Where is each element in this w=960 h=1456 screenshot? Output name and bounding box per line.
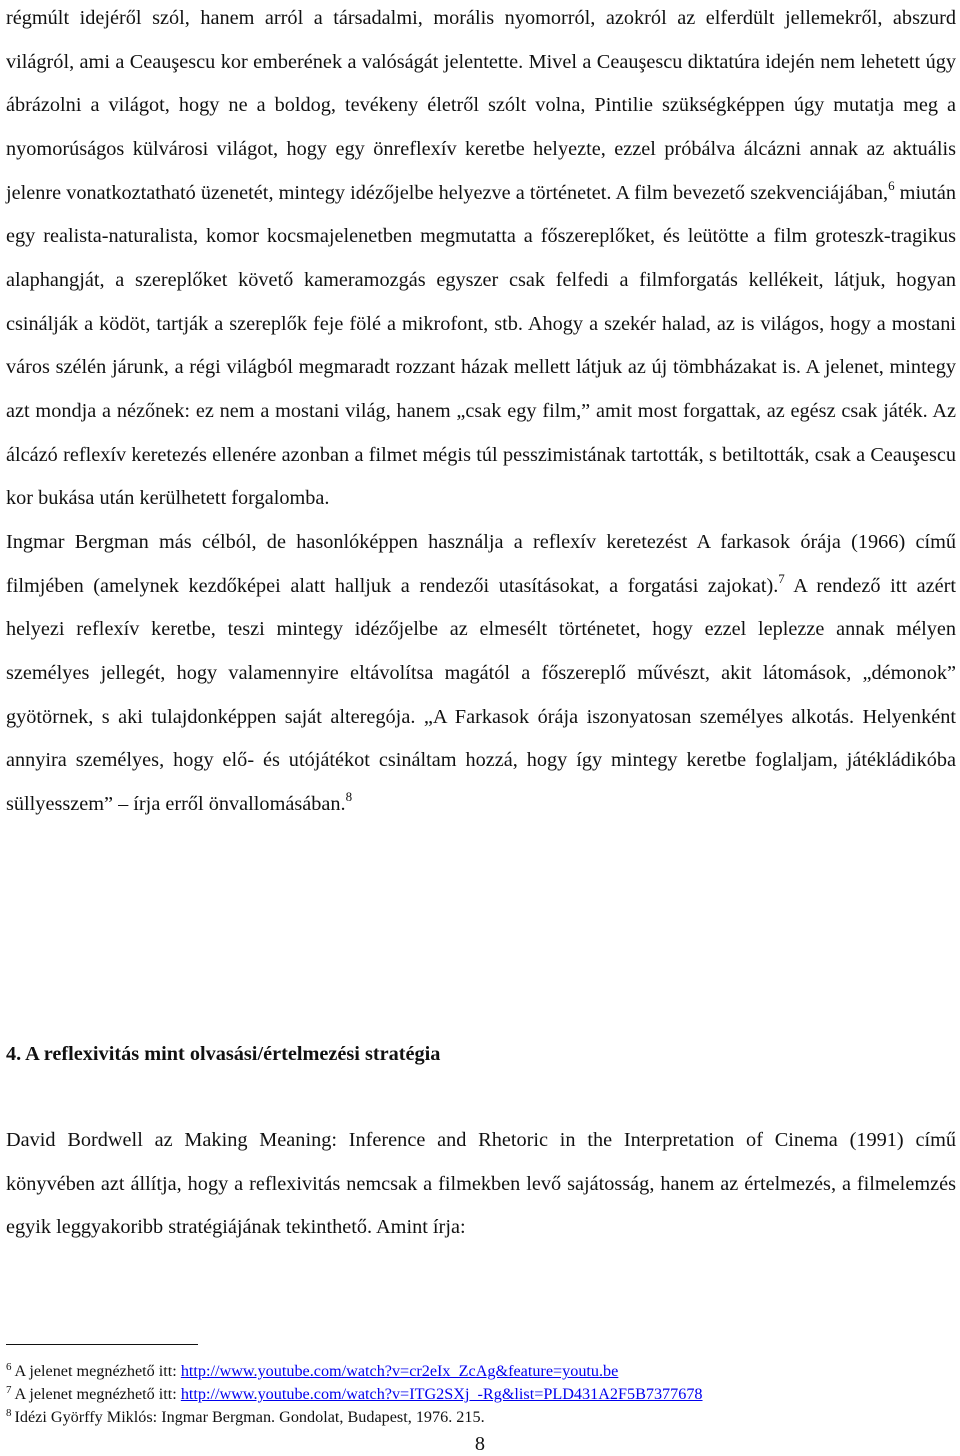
- footnote-number: 8: [6, 1407, 12, 1419]
- footnote-text: A jelenet megnézhető itt:: [14, 1385, 181, 1403]
- footnote-link[interactable]: http://www.youtube.com/watch?v=cr2eIx_ZcAg&feature=youtu.be: [180, 1362, 619, 1380]
- text-run: régmúlt idejéről szól, hanem arról a társadalmi, morális nyomorról, azokról az elferdült jellemekről, abszurd világról, ami a Ceauşescu kor emberének a valóságát jelentette. Mivel a Ceauşescu diktatúra idején nem lehetett úgy ábrázolni a világot, hogy ne a boldog, tevékeny életről szólt volna, Pintilie szükségképpen úgy mutatja meg a nyomorúságos külvárosi világot, hogy egy önreflexív keretbe helyezte, ezzel próbálva álcázni annak az aktuális jelenre vonatkoztatható üzenetét, mintegy idézőjelbe helyezve a történetet. A film bevezető szekvenciájában,: [6, 7, 956, 204]
- paragraph: [6, 521, 956, 827]
- footnote-7: [6, 1383, 703, 1406]
- text-run: miután egy realista-naturalista, komor kocsmajelenetben megmutatta a főszereplőket, és leütötte a film groteszk-tragikus alaphangját, a szereplőket követő kameramozgás egyszer csak felfedi a filmforgatás kellékeit, látjuk, hogyan csinálják a ködöt, tartják a szereplők feje fölé a mikrofont, stb. Ahogy a szekér halad, az is világos, hogy a mostani város szélén járunk, a régi világból megmaradt rozzant házak mellett látjuk az új tömbházakat is. A jelenet, mintegy azt mondja a nézőnek: ez nem a mostani világ, hanem „csak egy film,” amit most forgattak, az egész csak játék. Az álcázó reflexív keretezés ellenére azonban a filmet mégis túl pesszimistának tartották, s betiltották, csak a Ceauşescu kor bukása után kerülhetett forgalomba.: [6, 181, 956, 510]
- section-text-block: [6, 1119, 956, 1250]
- footnotes: [6, 1360, 703, 1429]
- main-text-block: [6, 0, 956, 826]
- footnote-8: [6, 1406, 703, 1429]
- footnote-text: A jelenet megnézhető itt:: [14, 1362, 181, 1380]
- text-run: A rendező itt azért helyezi reflexív keretbe, teszi mintegy idézőjelbe az elmesélt történetet, hogy ezzel leplezze annak mélyen személyes jellegét, hogy valamennyire eltávolítsa magától a főszereplő művészt, akit látomások, „démonok” gyötörnek, s aki tulajdonképpen saját alteregója. „A Farkasok órája iszonyatosan személyes alkotás. Helyenként annyira személyes, hogy elő- és utójátékot csináltam hozzá, hogy így mintegy keretbe foglaljam, játékládikóba süllyesszem” – írja erről önvallomásában.: [6, 574, 956, 815]
- footnote-marker: 8: [345, 788, 353, 804]
- footnote-6: [6, 1360, 703, 1383]
- footnote-text: Idézi Györffy Miklós: Ingmar Bergman. Gondolat, Budapest, 1976. 215.: [14, 1408, 485, 1426]
- footnote-marker: 6: [888, 177, 895, 193]
- footnote-marker: 7: [778, 570, 785, 586]
- paragraph: [6, 0, 956, 521]
- footnote-separator: [6, 1344, 198, 1345]
- footnote-number: 7: [6, 1384, 12, 1396]
- footnote-number: 6: [6, 1361, 12, 1373]
- page-number: 8: [474, 1433, 486, 1455]
- paragraph-after-heading: David Bordwell az Making Meaning: Inference and Rhetoric in the Interpretation of Cinema (1991) című könyvében azt állítja, hogy a reflexivitás nemcsak a filmekben levő sajátosság, hanem az értelmezés, a filmelemzés egyik leggyakoribb stratégiájának tekinthető. Amint írja:: [6, 1129, 956, 1239]
- section-heading: 4. A reflexivitás mint olvasási/értelmezési stratégia: [6, 1043, 441, 1065]
- footnote-link[interactable]: http://www.youtube.com/watch?v=ITG2SXj_-Rg&list=PLD431A2F5B7377678: [180, 1385, 703, 1403]
- text-run: Ingmar Bergman más célból, de hasonlóképpen használja a reflexív keretezést A farkasok órája (1966) című filmjében (amelynek kezdőképei alatt halljuk a rendezői utasításokat, a forgatási zajokat).: [6, 530, 956, 597]
